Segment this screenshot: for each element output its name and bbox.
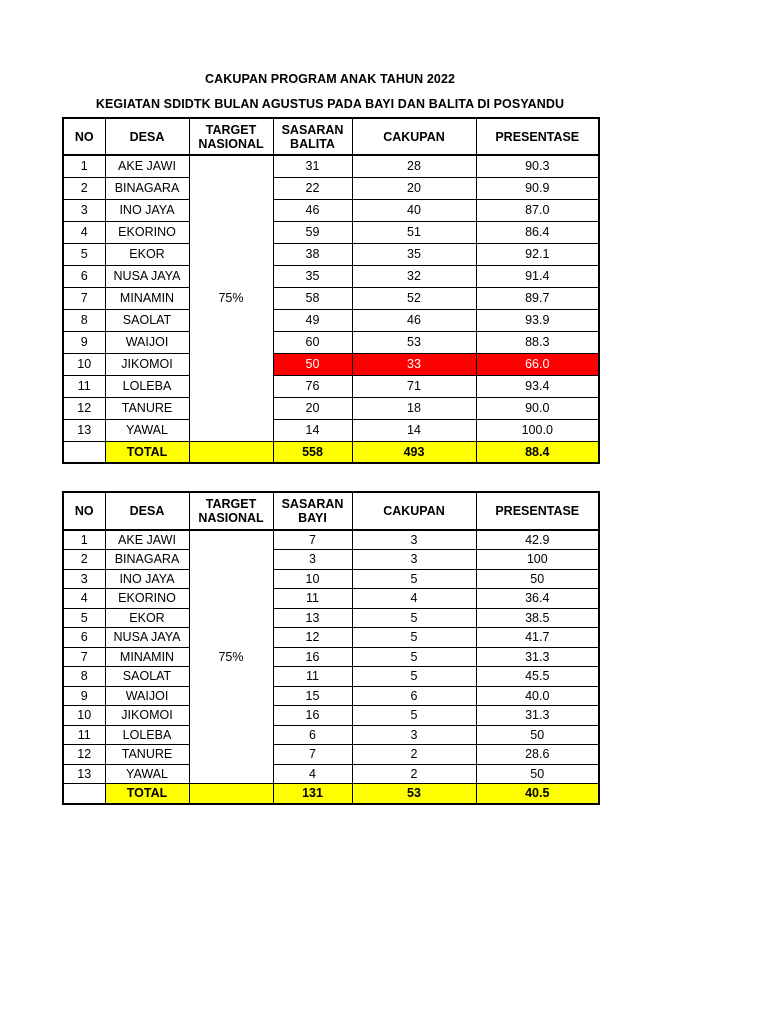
page-title: CAKUPAN PROGRAM ANAK TAHUN 2022 bbox=[204, 72, 456, 86]
cell-desa: MINAMIN bbox=[105, 647, 189, 667]
cell-presentase: 50 bbox=[476, 764, 599, 784]
cell-sasaran: 38 bbox=[273, 243, 352, 265]
cell-desa: LOLEBA bbox=[105, 725, 189, 745]
cell-no: 2 bbox=[63, 177, 105, 199]
cell-no: 7 bbox=[63, 287, 105, 309]
total-label: TOTAL bbox=[105, 441, 189, 463]
balita-coverage-table bbox=[62, 117, 600, 464]
table-row bbox=[63, 647, 599, 667]
cell-presentase: 31.3 bbox=[476, 706, 599, 726]
cell-sasaran: 3 bbox=[273, 550, 352, 570]
cell-no: 4 bbox=[63, 589, 105, 609]
cell-cakupan: 3 bbox=[352, 725, 476, 745]
cell-presentase: 50 bbox=[476, 569, 599, 589]
cell-no: 5 bbox=[63, 608, 105, 628]
cell-cakupan: 5 bbox=[352, 628, 476, 648]
table-row bbox=[63, 628, 599, 648]
cell-presentase: 93.4 bbox=[476, 375, 599, 397]
header-sasaran-line1: SASARAN bbox=[281, 497, 344, 511]
header-presentase: PRESENTASE bbox=[476, 492, 599, 530]
cell-no: 6 bbox=[63, 628, 105, 648]
cell-presentase: 66.0 bbox=[476, 353, 599, 375]
cell-cakupan: 71 bbox=[352, 375, 476, 397]
cell-no: 2 bbox=[63, 550, 105, 570]
table-row bbox=[63, 764, 599, 784]
header-desa: DESA bbox=[105, 492, 189, 530]
cell-cakupan: 33 bbox=[352, 353, 476, 375]
table-row bbox=[63, 309, 599, 331]
cell-desa: BINAGARA bbox=[105, 177, 189, 199]
cell-desa: SAOLAT bbox=[105, 309, 189, 331]
cell-sasaran: 60 bbox=[273, 331, 352, 353]
cell-sasaran: 31 bbox=[273, 155, 352, 177]
cell-presentase: 90.3 bbox=[476, 155, 599, 177]
cell-sasaran: 16 bbox=[273, 647, 352, 667]
cell-sasaran: 4 bbox=[273, 764, 352, 784]
cell-cakupan: 2 bbox=[352, 764, 476, 784]
cell-presentase: 42.9 bbox=[476, 530, 599, 550]
cell-cakupan: 6 bbox=[352, 686, 476, 706]
cell-presentase: 36.4 bbox=[476, 589, 599, 609]
cell-desa: EKORINO bbox=[105, 589, 189, 609]
table-row bbox=[63, 686, 599, 706]
cell-presentase: 90.0 bbox=[476, 397, 599, 419]
table-row bbox=[63, 589, 599, 609]
cell-cakupan: 4 bbox=[352, 589, 476, 609]
cell-no: 13 bbox=[63, 764, 105, 784]
table-row bbox=[63, 419, 599, 441]
cell-desa: EKOR bbox=[105, 608, 189, 628]
cell-cakupan: 32 bbox=[352, 265, 476, 287]
table-row bbox=[63, 243, 599, 265]
cell-presentase: 50 bbox=[476, 725, 599, 745]
cell-sasaran: 6 bbox=[273, 725, 352, 745]
header-target-line2: NASIONAL bbox=[198, 136, 264, 151]
header-desa: DESA bbox=[105, 118, 189, 155]
table-row bbox=[63, 608, 599, 628]
cell-presentase: 41.7 bbox=[476, 628, 599, 648]
cell-presentase: 86.4 bbox=[476, 221, 599, 243]
header-sasaran-balita bbox=[273, 118, 352, 155]
cell-presentase: 87.0 bbox=[476, 199, 599, 221]
cell-presentase: 31.3 bbox=[476, 647, 599, 667]
cell-no: 1 bbox=[63, 530, 105, 550]
cell-sasaran: 14 bbox=[273, 419, 352, 441]
total-row bbox=[63, 441, 599, 463]
header-target-nasional bbox=[189, 118, 273, 155]
cell-no: 9 bbox=[63, 331, 105, 353]
header-target-line1: TARGET bbox=[205, 497, 257, 511]
cell-cakupan: 20 bbox=[352, 177, 476, 199]
cell-target-nasional: 75% bbox=[189, 155, 273, 441]
cell-sasaran: 13 bbox=[273, 608, 352, 628]
cell-sasaran: 7 bbox=[273, 745, 352, 765]
cell-no: 11 bbox=[63, 725, 105, 745]
cell-cakupan: 5 bbox=[352, 706, 476, 726]
table-row bbox=[63, 287, 599, 309]
header-sasaran-line2: BAYI bbox=[298, 511, 327, 525]
cell-desa: TANURE bbox=[105, 397, 189, 419]
header-sasaran-bayi bbox=[273, 492, 352, 530]
header-no: NO bbox=[63, 118, 105, 155]
total-sasaran: 558 bbox=[273, 441, 352, 463]
header-cakupan: CAKUPAN bbox=[352, 492, 476, 530]
cell-sasaran: 22 bbox=[273, 177, 352, 199]
cell-cakupan: 46 bbox=[352, 309, 476, 331]
cell-cakupan: 18 bbox=[352, 397, 476, 419]
cell-cakupan: 14 bbox=[352, 419, 476, 441]
cell-presentase: 100.0 bbox=[476, 419, 599, 441]
header-target-line1: TARGET bbox=[205, 122, 257, 137]
cell-cakupan: 5 bbox=[352, 608, 476, 628]
cell-cakupan: 35 bbox=[352, 243, 476, 265]
cell-sasaran: 59 bbox=[273, 221, 352, 243]
cell-no: 4 bbox=[63, 221, 105, 243]
table-row bbox=[63, 353, 599, 375]
cell-sasaran: 46 bbox=[273, 199, 352, 221]
table-row bbox=[63, 530, 599, 550]
cell-no: 8 bbox=[63, 309, 105, 331]
cell-desa: SAOLAT bbox=[105, 667, 189, 687]
cell-desa: NUSA JAYA bbox=[105, 628, 189, 648]
header-target-line2: NASIONAL bbox=[198, 511, 264, 525]
table-row bbox=[63, 265, 599, 287]
header-sasaran-line2: BALITA bbox=[290, 136, 335, 151]
cell-desa: NUSA JAYA bbox=[105, 265, 189, 287]
cell-sasaran: 12 bbox=[273, 628, 352, 648]
cell-no: 10 bbox=[63, 706, 105, 726]
cell-presentase: 89.7 bbox=[476, 287, 599, 309]
cell-desa: AKE JAWI bbox=[105, 530, 189, 550]
cell-sasaran: 15 bbox=[273, 686, 352, 706]
cell-presentase: 40.0 bbox=[476, 686, 599, 706]
total-presentase: 40.5 bbox=[476, 784, 599, 804]
cell-presentase: 92.1 bbox=[476, 243, 599, 265]
cell-no: 10 bbox=[63, 353, 105, 375]
table-header-row bbox=[63, 492, 599, 530]
cell-desa: LOLEBA bbox=[105, 375, 189, 397]
table-row bbox=[63, 375, 599, 397]
cell-desa: EKORINO bbox=[105, 221, 189, 243]
cell-no: 8 bbox=[63, 667, 105, 687]
cell-desa: INO JAYA bbox=[105, 569, 189, 589]
cell-cakupan: 5 bbox=[352, 647, 476, 667]
total-label: TOTAL bbox=[105, 784, 189, 804]
total-cakupan: 53 bbox=[352, 784, 476, 804]
cell-sasaran: 16 bbox=[273, 706, 352, 726]
cell-no: 9 bbox=[63, 686, 105, 706]
cell-no: 3 bbox=[63, 569, 105, 589]
cell-desa: EKOR bbox=[105, 243, 189, 265]
cell-desa: YAWAL bbox=[105, 764, 189, 784]
page-subtitle: KEGIATAN SDIDTK BULAN AGUSTUS PADA BAYI DAN BALITA DI POSYANDU bbox=[95, 97, 565, 111]
cell-presentase: 93.9 bbox=[476, 309, 599, 331]
cell-desa: BINAGARA bbox=[105, 550, 189, 570]
cell-desa: JIKOMOI bbox=[105, 353, 189, 375]
cell-cakupan: 3 bbox=[352, 550, 476, 570]
cell-sasaran: 10 bbox=[273, 569, 352, 589]
table-row bbox=[63, 397, 599, 419]
cell-no: 13 bbox=[63, 419, 105, 441]
cell-no: 12 bbox=[63, 745, 105, 765]
cell-desa: TANURE bbox=[105, 745, 189, 765]
cell-sasaran: 76 bbox=[273, 375, 352, 397]
cell-desa: WAIJOI bbox=[105, 331, 189, 353]
cell-desa: WAIJOI bbox=[105, 686, 189, 706]
cell-no: 11 bbox=[63, 375, 105, 397]
table-row bbox=[63, 745, 599, 765]
table-row bbox=[63, 667, 599, 687]
cell-desa: AKE JAWI bbox=[105, 155, 189, 177]
cell-no: 12 bbox=[63, 397, 105, 419]
total-presentase: 88.4 bbox=[476, 441, 599, 463]
cell-no: 1 bbox=[63, 155, 105, 177]
cell-sasaran: 35 bbox=[273, 265, 352, 287]
cell-presentase: 90.9 bbox=[476, 177, 599, 199]
header-target-nasional bbox=[189, 492, 273, 530]
cell-cakupan: 3 bbox=[352, 530, 476, 550]
table-header-row bbox=[63, 118, 599, 155]
cell-presentase: 38.5 bbox=[476, 608, 599, 628]
table-row bbox=[63, 177, 599, 199]
cell-cakupan: 5 bbox=[352, 569, 476, 589]
cell-desa: INO JAYA bbox=[105, 199, 189, 221]
cell-target-nasional: 75% bbox=[189, 530, 273, 784]
bayi-coverage-table bbox=[62, 491, 600, 805]
cell-no: 7 bbox=[63, 647, 105, 667]
cell-sasaran: 50 bbox=[273, 353, 352, 375]
table-row bbox=[63, 725, 599, 745]
cell-desa: YAWAL bbox=[105, 419, 189, 441]
table-row bbox=[63, 706, 599, 726]
header-cakupan: CAKUPAN bbox=[352, 118, 476, 155]
total-cakupan: 493 bbox=[352, 441, 476, 463]
total-no-cell bbox=[63, 784, 105, 804]
cell-sasaran: 11 bbox=[273, 667, 352, 687]
total-target-cell bbox=[189, 441, 273, 463]
header-sasaran-line1: SASARAN bbox=[281, 122, 344, 137]
total-sasaran: 131 bbox=[273, 784, 352, 804]
total-row bbox=[63, 784, 599, 804]
header-no: NO bbox=[63, 492, 105, 530]
cell-presentase: 100 bbox=[476, 550, 599, 570]
cell-cakupan: 40 bbox=[352, 199, 476, 221]
cell-cakupan: 2 bbox=[352, 745, 476, 765]
cell-no: 3 bbox=[63, 199, 105, 221]
cell-sasaran: 49 bbox=[273, 309, 352, 331]
header-presentase: PRESENTASE bbox=[476, 118, 599, 155]
cell-presentase: 45.5 bbox=[476, 667, 599, 687]
cell-cakupan: 51 bbox=[352, 221, 476, 243]
cell-presentase: 28.6 bbox=[476, 745, 599, 765]
table-row bbox=[63, 569, 599, 589]
cell-cakupan: 52 bbox=[352, 287, 476, 309]
cell-cakupan: 5 bbox=[352, 667, 476, 687]
cell-presentase: 88.3 bbox=[476, 331, 599, 353]
cell-desa: MINAMIN bbox=[105, 287, 189, 309]
cell-cakupan: 53 bbox=[352, 331, 476, 353]
table-row bbox=[63, 331, 599, 353]
table-row bbox=[63, 221, 599, 243]
total-no-cell bbox=[63, 441, 105, 463]
table-row bbox=[63, 155, 599, 177]
cell-desa: JIKOMOI bbox=[105, 706, 189, 726]
cell-sasaran: 7 bbox=[273, 530, 352, 550]
cell-sasaran: 11 bbox=[273, 589, 352, 609]
cell-no: 6 bbox=[63, 265, 105, 287]
cell-cakupan: 28 bbox=[352, 155, 476, 177]
cell-presentase: 91.4 bbox=[476, 265, 599, 287]
cell-no: 5 bbox=[63, 243, 105, 265]
table-row bbox=[63, 550, 599, 570]
total-target-cell bbox=[189, 784, 273, 804]
table-row bbox=[63, 199, 599, 221]
cell-sasaran: 58 bbox=[273, 287, 352, 309]
cell-sasaran: 20 bbox=[273, 397, 352, 419]
